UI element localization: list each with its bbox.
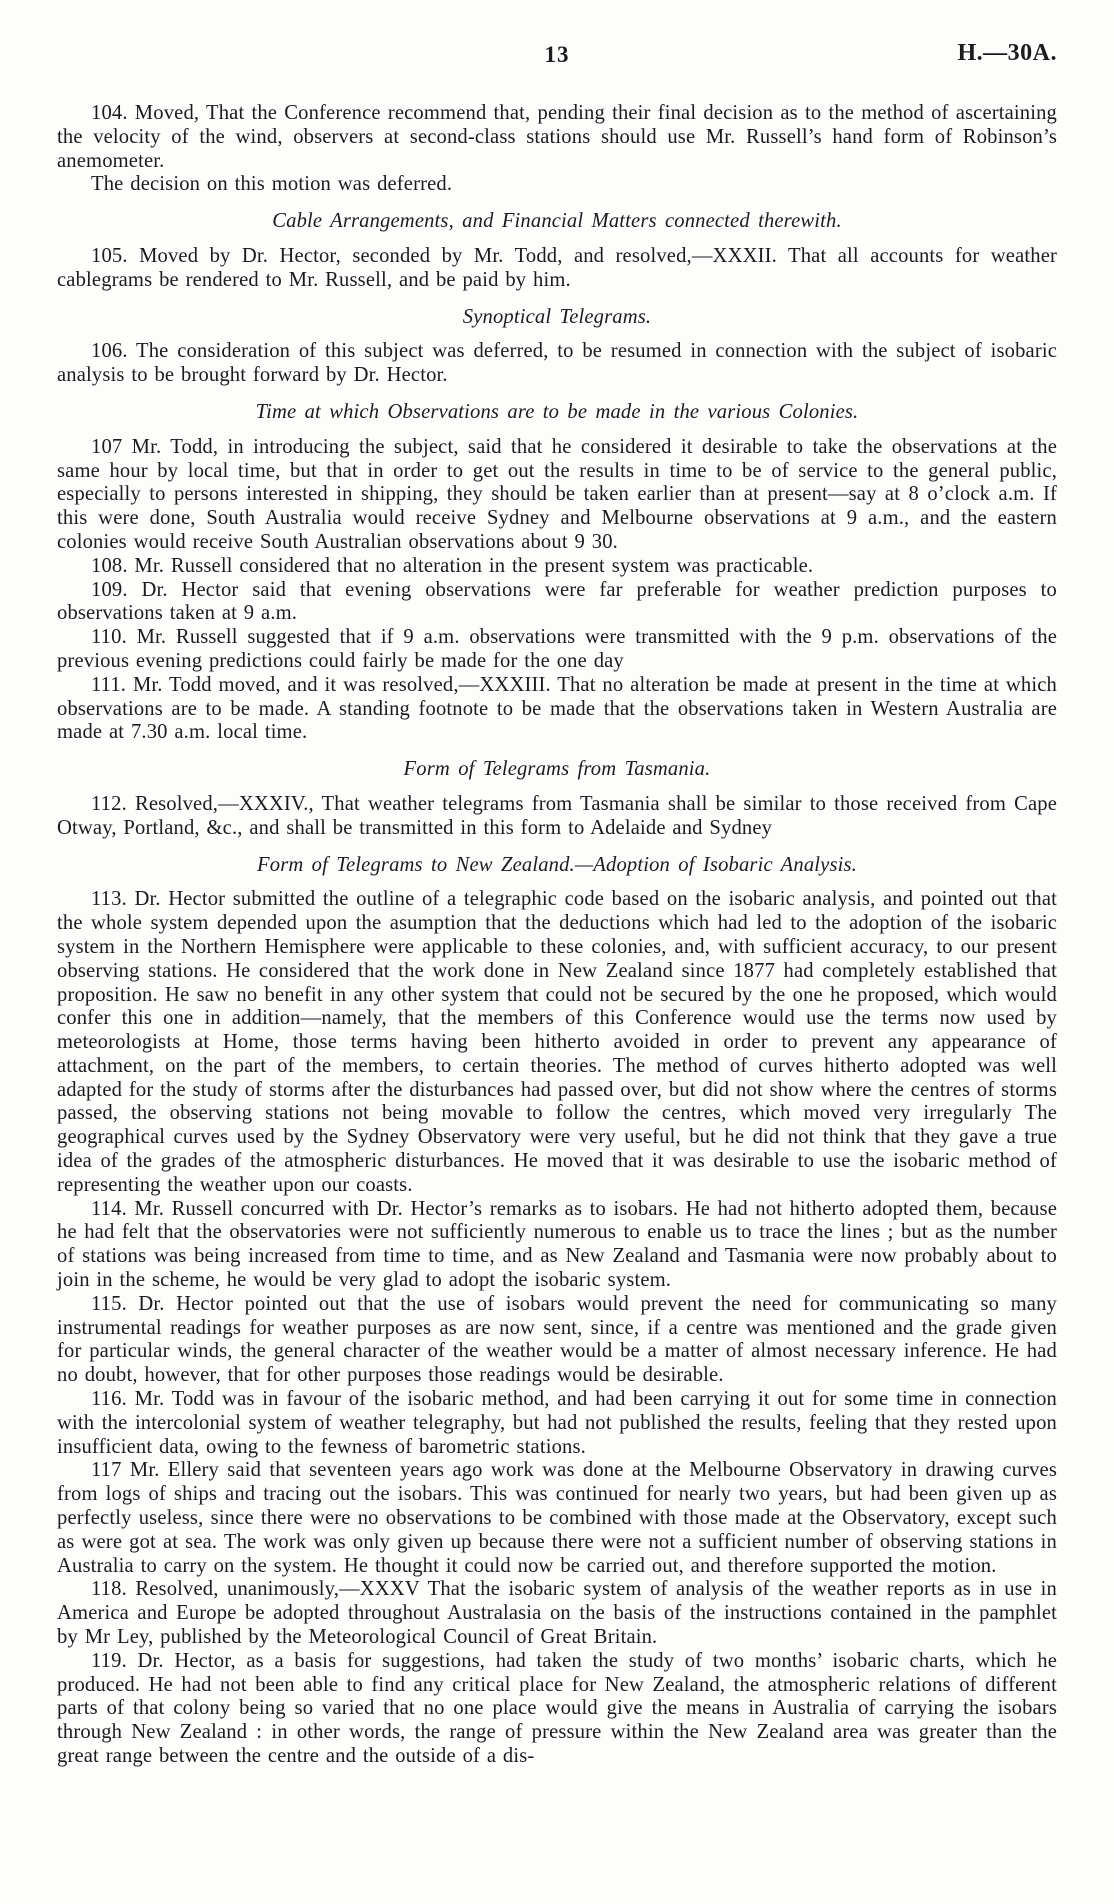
paragraph: 104. Moved, That the Conference recommend that, pending their final decision as to the method of ascertaining the velocity of the wind, observers at second-class stations should use Mr. Russell’s hand form of Robinson’s anemometer. xyxy=(57,102,1057,172)
paragraph: 117 Mr. Ellery said that seventeen years ago work was done at the Melbourne Observatory in drawing curves from logs of ships and tracing out the isobars. This was continued for nearly two years, but had been given up as perfectly useless, since there were no observations to be combined with those made at the Observatory, except such as were got at sea. The work was only given up because there were not a sufficient number of observing stations in Australia to carry on the system. He thought it could now be carried out, and therefore supported the motion. xyxy=(57,1459,1057,1577)
page-header xyxy=(57,40,1057,76)
paragraph: 115. Dr. Hector pointed out that the use of isobars would prevent the need for communicating so many instrumental readings for weather purposes as are now sent, since, if a centre was mentioned and the grade given for particular winds, the general character of the weather would be a matter of almost necessary inference. He had no doubt, however, that for other purposes those readings would be desirable. xyxy=(57,1292,1057,1387)
paragraph: 105. Moved by Dr. Hector, seconded by Mr. Todd, and resolved,—XXXII. That all accounts for weather cablegrams be rendered to Mr. Russell, and be paid by him. xyxy=(57,244,1057,291)
paragraph: 116. Mr. Todd was in favour of the isobaric method, and had been carrying it out for some time in connection with the intercolonial system of weather telegraphy, but had not published the results, feeling that they rested upon insufficient data, owing to the fewness of barometric stations. xyxy=(57,1388,1057,1458)
paragraph: 109. Dr. Hector said that evening observations were far preferable for weather prediction purposes to observations taken at 9 a.m. xyxy=(57,578,1057,625)
section-heading: Time at which Observations are to be made in the various Colonies. xyxy=(255,400,859,423)
document-reference: H.—30A. xyxy=(957,40,1057,66)
section-heading: Synoptical Telegrams. xyxy=(462,305,652,328)
document-body xyxy=(57,102,1057,1769)
paragraph: 118. Resolved, unanimously,—XXXV That the isobaric system of analysis of the weather reports as in use in America and Europe be adopted throughout Australasia on the basis of the instructions contained in the pamphlet by Mr Ley, published by the Meteorological Council of Great Britain. xyxy=(57,1578,1057,1649)
page-number: 13 xyxy=(544,42,570,67)
section-heading: Cable Arrangements, and Financial Matters connected therewith. xyxy=(272,210,842,233)
paragraph: 114. Mr. Russell concurred with Dr. Hector’s remarks as to isobars. He had not hitherto adopted them, because he had felt that the observatories were not sufficiently numerous to enable us to trace the lines ; but as the number of stations was being increased from time to time, and as New Zealand and Tasmania were now probably about to join in the scheme, he would be very glad to adopt the isobaric system. xyxy=(57,1197,1057,1292)
paragraph: 119. Dr. Hector, as a basis for suggestions, had taken the study of two months’ isobaric charts, which he produced. He had not been able to find any critical place for New Zealand, the atmospheric relations of different parts of that colony being so varied that no one place would give the means in Australia of carrying the isobars through New Zealand : in other words, the range of pressure within the New Zealand area was greater than the great range between the centre and the outside of a dis- xyxy=(57,1649,1057,1767)
paragraph: 108. Mr. Russell considered that no alteration in the present system was practicable. xyxy=(91,554,814,577)
section-heading: Form of Telegrams from Tasmania. xyxy=(403,758,711,781)
paragraph: 107 Mr. Todd, in introducing the subject, said that he considered it desirable to take the observations at the same hour by local time, but that in order to get out the results in time to be of service to the general public, especially to persons interested in shipping, they should be taken earlier than at present—say at 8 o’clock a.m. If this were done, South Australia would receive Sydney and Melbourne observations at 9 a.m., and the eastern colonies would receive South Australian observations about 9 30. xyxy=(57,435,1057,553)
paragraph: 113. Dr. Hector submitted the outline of a telegraphic code based on the isobaric analysis, and pointed out that the whole system depended upon the asumption that the deductions which had led to the adoption of the isobaric system in the Northern Hemisphere were applicable to these colonies, and, with sufficient accuracy, to our present observing stations. He considered that the work done in New Zealand since 1877 had completely established that proposition. He saw no benefit in any other system that could not be secured by the one he proposed, which would confer this one in addition—namely, that the members of this Conference would use the terms now used by meteorologists at Home, those terms having been hitherto avoided in order to prevent any appearance of attachment, on the part of the members, to certain theories. The method of curves hitherto adopted was well adapted for the study of storms after the disturbances had passed over, but did not show where the centres of storms passed, the observing stations not being movable to follow the centres, which moved very irregularly The geographical curves used by the Sydney Observatory were very useful, but he did not think that they gave a true idea of the grades of the atmospheric disturbances. He moved that it was desirable to use the isobaric method of representing the weather upon our coasts. xyxy=(57,888,1057,1196)
section-heading: Form of Telegrams to New Zealand.—Adoption of Isobaric Analysis. xyxy=(257,853,857,876)
paragraph: 112. Resolved,—XXXIV., That weather telegrams from Tasmania shall be similar to those received from Cape Otway, Portland, &c., and shall be transmitted in this form to Adelaide and Sydney xyxy=(57,792,1057,839)
paragraph: The decision on this motion was deferred. xyxy=(91,173,453,196)
paragraph: 110. Mr. Russell suggested that if 9 a.m. observations were transmitted with the 9 p.m. observations of the previous evening predictions could fairly be made for the one day xyxy=(57,626,1057,672)
paragraph: 111. Mr. Todd moved, and it was resolved,—XXXIII. That no alteration be made at present in the time at which observations are to be made. A standing footnote to be made that the observations taken in Western Australia are made at 7.30 a.m. local time. xyxy=(57,673,1057,744)
paragraph: 106. The consideration of this subject was deferred, to be resumed in connection with the subject of isobaric analysis to be brought forward by Dr. Hector. xyxy=(57,340,1057,387)
